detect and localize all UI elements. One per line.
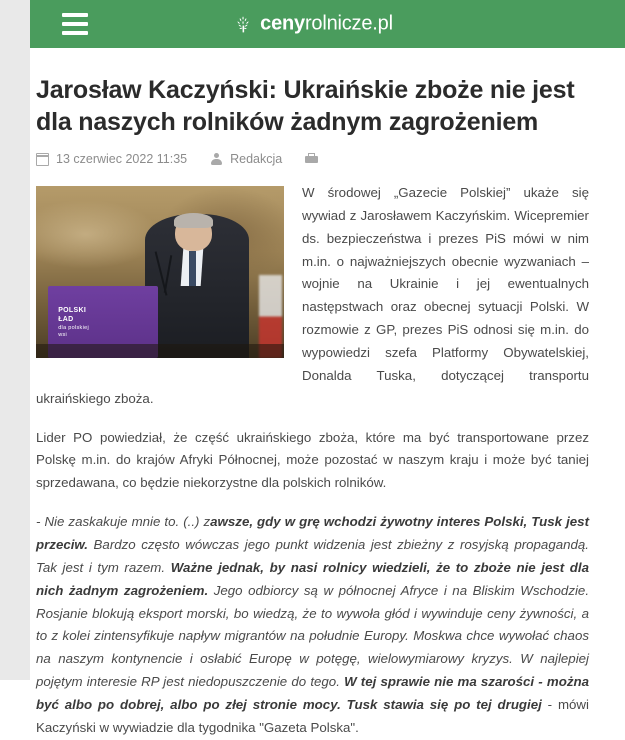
hamburger-bar bbox=[62, 31, 88, 35]
article-body bbox=[36, 182, 589, 740]
quote-part-1: - Nie zaskakuje mnie to. (..) z bbox=[36, 514, 211, 530]
quote-part-4: - mówi Kaczyński w wywiadzie dla tygodnika "Gazeta Polska". bbox=[36, 697, 589, 735]
podium-label bbox=[58, 307, 95, 339]
article-content bbox=[0, 48, 625, 740]
hamburger-bar bbox=[62, 22, 88, 26]
podium-label-main: POLSKI ŁAD bbox=[58, 306, 87, 323]
printer-icon[interactable] bbox=[305, 153, 318, 166]
article-photo bbox=[36, 186, 284, 358]
article-quote bbox=[36, 511, 589, 740]
quote-bold-1: awsze, gdy w grę wchodzi żywotny interes Polski, Tusk jest przeciw. bbox=[36, 514, 589, 553]
photo-highlight bbox=[36, 200, 160, 269]
wheat-sheaf-icon bbox=[232, 13, 254, 35]
hamburger-bar bbox=[62, 13, 88, 17]
site-header bbox=[0, 0, 625, 48]
article-figure bbox=[36, 186, 284, 358]
calendar-icon bbox=[36, 153, 49, 166]
page-left-rail bbox=[0, 0, 30, 680]
podium-label-sub: dla polskiej wsi bbox=[58, 325, 90, 339]
photo-foreground bbox=[36, 344, 284, 358]
photo-speaker-tie bbox=[189, 251, 196, 285]
hamburger-menu-icon[interactable] bbox=[62, 13, 88, 35]
site-name-tld: .pl bbox=[372, 12, 393, 35]
site-name bbox=[260, 13, 393, 36]
quote-part-2: Bardzo często wówczas jego punkt widzenia jest zbieżny z rosyjską propagandą. Tak jest i tym razem. bbox=[36, 537, 589, 575]
quote-bold-2: Ważne jednak, by nasi rolnicy wiedzieli, że to zboże nie jest dla nich żadnym zagrożeniem. bbox=[36, 559, 589, 598]
site-name-bold: ceny bbox=[260, 12, 305, 35]
article-paragraph-1: W środowej „Gazecie Polskiej” ukaże się wywiad z Jarosławem Kaczyńskim. Wicepremier ds. bezpieczeństwa i prezes PiS mówi w nim m.in. o najważniejszych obecnie wyzwaniach – wojnie na Ukrainie i jej ewentualnych następstwach oraz obecnej sytuacji Polski. W rozmowie z GP, prezes PiS odnosi się m.in. do wypowiedzi szefa Platformy Obywatelskiej, Donalda Tuska, dotyczącej transportu ukraińskiego zboża. bbox=[36, 185, 589, 406]
site-name-rest: rolnicze bbox=[304, 12, 373, 35]
quote-part-3: Jego odbiorcy są w północnej Afryce i na Bliskim Wschodzie. Rosjanie blokują eksport morski, bo wiedzą, że to wywoła głód i wywinduje ceny żywności, a to z kolei zintensyfikuje napływ migrantów na południe Europy. Moskwa chce wywołać chaos na naszym kontynencie i osłabić Europę w potęgę, wielowymiarowy kryzys. W najlepiej pojętym interesie RP jest niedopuszczenie do tego. bbox=[36, 582, 590, 690]
photo-speaker-hair bbox=[174, 213, 214, 228]
article-paragraph-2: Lider PO powiedział, że część ukraińskiego zboża, które ma być transportowane przez Polskę m.in. do krajów Afryki Północnej, może pozostać w naszym kraju i może być taniej sprzedawana, co będzie niekorzystne dla polskich rolników. bbox=[36, 429, 589, 491]
person-icon bbox=[210, 153, 223, 166]
article-date: 13 czerwiec 2022 11:35 bbox=[56, 152, 188, 166]
quote-bold-3: W tej sprawie nie ma szarości - można być albo po dobrej, albo po złej stronie mocy. Tusk stawia się po tej drugiej bbox=[36, 674, 589, 713]
article-meta bbox=[36, 152, 589, 166]
site-logo[interactable] bbox=[232, 13, 393, 36]
page-title: Jarosław Kaczyński: Ukraińskie zboże nie jest dla naszych rolników żadnym zagrożeniem bbox=[36, 76, 575, 136]
article-author: Redakcja bbox=[230, 152, 283, 166]
